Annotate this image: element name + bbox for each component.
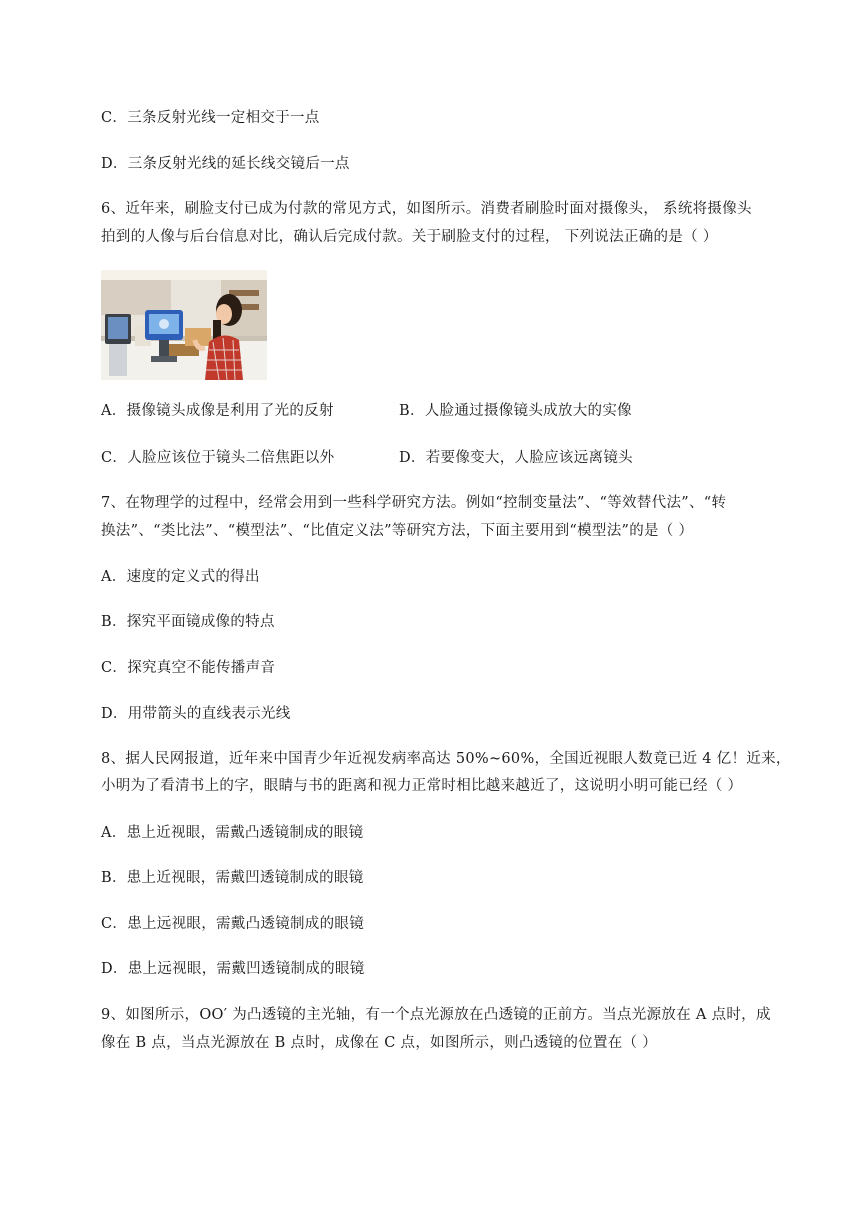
q5-option-c: C．三条反射光线一定相交于一点 [101, 110, 320, 126]
q9-stem-line-2: 像在 B 点，当点光源放在 B 点时，成像在 C 点，如图所示，则凸透镜的位置在（ ） [101, 1035, 658, 1051]
q7-option-d: D．用带箭头的直线表示光线 [101, 706, 291, 722]
q6-option-c: C．人脸应该位于镜头二倍焦距以外 [101, 450, 335, 466]
q8-option-a: A．患上近视眼，需戴凸透镜制成的眼镜 [101, 825, 364, 841]
q8-option-d: D．患上远视眼，需戴凹透镜制成的眼镜 [101, 961, 365, 977]
q6-stem-line-1: 6、近年来，刷脸支付已成为付款的常见方式，如图所示。消费者刷脸时面对摄像头， 系统将摄像头 [101, 201, 752, 217]
q7-option-a: A．速度的定义式的得出 [101, 569, 260, 585]
q6-option-a: A．摄像镜头成像是利用了光的反射 [101, 403, 334, 419]
q7-stem-line-2: 换法”、“类比法”、“模型法”、“比值定义法”等研究方法，下面主要用到“模型法”的是（ ） [101, 523, 694, 539]
face-payment-photo [101, 270, 267, 380]
q6-stem-line-2: 拍到的人像与后台信息对比，确认后完成付款。关于刷脸支付的过程， 下列说法正确的是（ ） [101, 229, 718, 245]
q6-options-row-1 [101, 401, 801, 421]
q7-stem-line-1: 7、在物理学的过程中，经常会用到一些科学研究方法。例如“控制变量法”、“等效替代法”、“转 [101, 495, 727, 511]
q6-option-d: D．若要像变大，人脸应该远离镜头 [399, 450, 633, 466]
q5-option-d: D．三条反射光线的延长线交镜后一点 [101, 156, 350, 172]
q8-stem-line-1: 8、据人民网报道，近年来中国青少年近视发病率高达 50%~60%，全国近视眼人数竟已近 4 亿！近来， [101, 751, 791, 767]
q8-stem-line-2: 小明为了看清书上的字，眼睛与书的距离和视力正常时相比越来越近了，这说明小明可能已经（ ） [101, 778, 743, 794]
q8-option-c: C．患上远视眼，需戴凸透镜制成的眼镜 [101, 916, 364, 932]
q7-option-b: B．探究平面镜成像的特点 [101, 614, 275, 630]
q8-option-b: B．患上近视眼，需戴凹透镜制成的眼镜 [101, 870, 364, 886]
q7-option-c: C．探究真空不能传播声音 [101, 660, 276, 676]
q9-stem-line-1: 9、如图所示，OO′ 为凸透镜的主光轴，有一个点光源放在凸透镜的正前方。当点光源放在 A 点时，成 [101, 1007, 771, 1023]
q6-option-b: B．人脸通过摄像镜头成放大的实像 [399, 403, 632, 419]
q6-options-row-2 [101, 448, 801, 468]
